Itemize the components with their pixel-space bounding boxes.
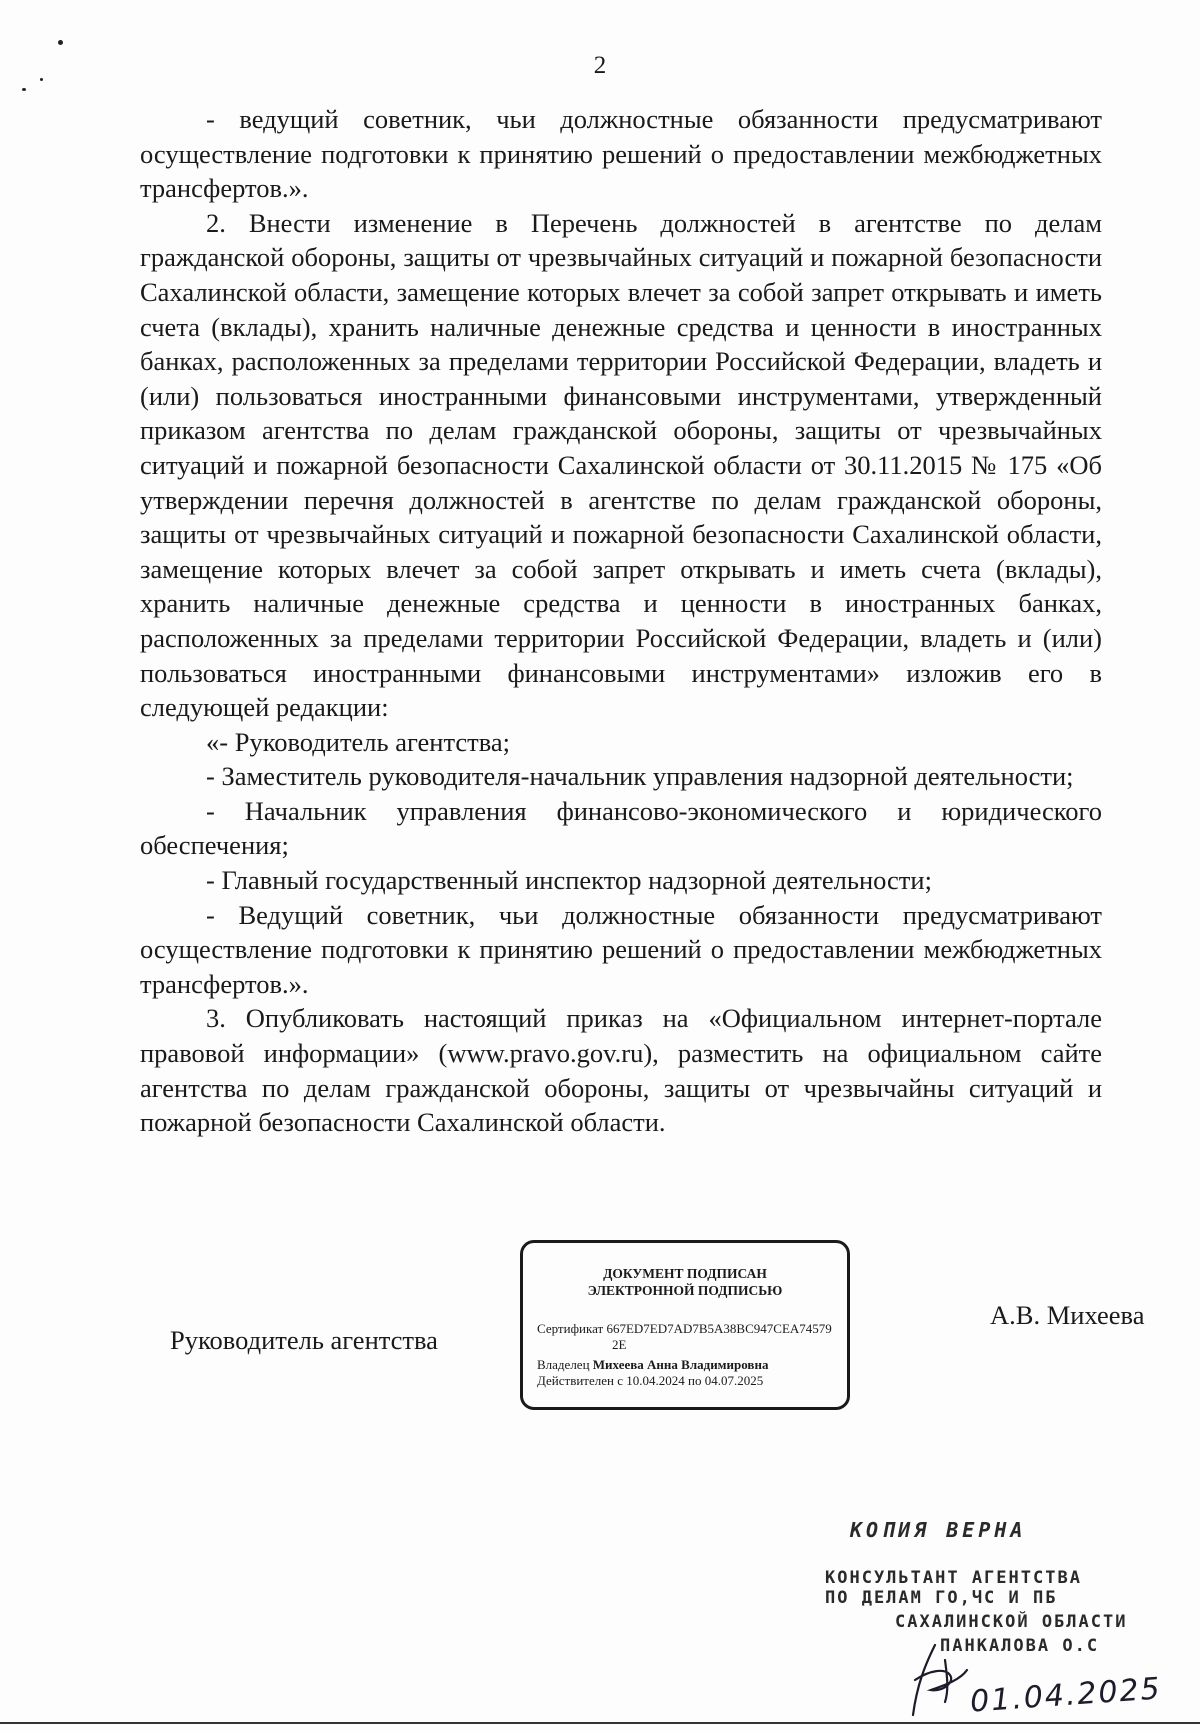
list-item-chief-inspector: - Главный государственный инспектор надзорной деятельности; bbox=[206, 865, 932, 896]
list-item-head: «- Руководитель агентства; bbox=[206, 726, 510, 757]
list-item-lead-advisor: - Ведущий советник, чьи должностные обязанности предусматривают осуществление подготовки к принятию решений о предоставлении межбюджетных трансфертов.». bbox=[140, 899, 1102, 999]
copy-line-1: КОНСУЛЬТАНТ АГЕНТСТВА bbox=[825, 1568, 1082, 1588]
list-item-deputy: - Заместитель руководителя-начальник управления надзорной деятельности; bbox=[206, 761, 1074, 792]
paragraph-3: 3. Опубликовать настоящий приказ на «Официальном интернет-портале правовой информации» (www.pravo.gov.ru), разместить на официальном сайте агентства по делам гражданской обороны, защиты от чрезвычайны ситуаций и пожарной безопасности Сахалинской области. bbox=[140, 1003, 1102, 1138]
stamp-certificate-label: Сертификат bbox=[537, 1321, 604, 1336]
stamp-owner-label: Владелец bbox=[537, 1357, 590, 1372]
copy-line-2: ПО ДЕЛАМ ГО,ЧС И ПБ bbox=[825, 1588, 1058, 1608]
stamp-title-line1: ДОКУМЕНТ ПОДПИСАН bbox=[603, 1266, 767, 1281]
paragraph-1: - ведущий советник, чьи должностные обязанности предусматривают осуществление подготовки к принятию решений о предоставлении межбюджетных трансфертов.». bbox=[140, 104, 1102, 204]
copy-line-3: САХАЛИНСКОЙ ОБЛАСТИ bbox=[895, 1612, 1128, 1632]
stamp-certificate-tail: 2E bbox=[612, 1337, 627, 1352]
stamp-owner bbox=[537, 1357, 833, 1373]
stamp-owner-value: Михеева Анна Владимировна bbox=[592, 1357, 769, 1372]
document-body bbox=[140, 102, 1102, 1140]
signatory-position: Руководитель агентства bbox=[170, 1325, 438, 1355]
scan-speck bbox=[22, 88, 26, 91]
signature-block bbox=[0, 1240, 1200, 1420]
stamp-title-line2: ЭЛЕКТРОННОЙ ПОДПИСЬЮ bbox=[587, 1283, 783, 1298]
handwritten-signature-icon bbox=[905, 1640, 975, 1720]
page-number: 2 bbox=[593, 52, 607, 79]
scan-speck bbox=[58, 40, 63, 45]
stamp-certificate-value: 667ED7ED7AD7B5A38BC947CEA74579 bbox=[606, 1321, 832, 1336]
copy-line-4: ПАНКАЛОВА О.С bbox=[940, 1636, 1100, 1656]
signatory-name: А.В. Михеева bbox=[990, 1300, 1145, 1330]
electronic-signature-stamp bbox=[520, 1240, 850, 1410]
scan-bottom-edge bbox=[0, 1722, 1200, 1724]
copy-title: КОПИЯ ВЕРНА bbox=[850, 1518, 1027, 1542]
stamp-certificate bbox=[537, 1321, 833, 1337]
paragraph-2: 2. Внести изменение в Перечень должностей в агентстве по делам гражданской обороны, защиты от чрезвычайных ситуаций и пожарной безопасности Сахалинской области, замещение которых влечет за собой запрет открывать и иметь счета (вклады), хранить наличные денежные средства и ценности в иностранных банках, расположенных за пределами территории Российской Федерации, владеть и (или) пользоваться иностранными финансовыми инструментами, утвержденный приказом агентства по делам гражданской обороны, защиты от чрезвычайных ситуаций и пожарной безопасности Сахалинской области от 30.11.2015 № 175 «Об утверждении перечня должностей в агентстве по делам гражданской обороны, защиты от чрезвычайных ситуаций и пожарной безопасности Сахалинской области, замещение которых влечет за собой запрет открывать и иметь счета (вклады), хранить наличные денежные средства и ценности в иностранных банках, расположенных за пределами территории Российской Федерации, владеть и (или) пользоваться иностранными финансовыми инструментами» изложив его в следующей редакции: bbox=[140, 207, 1102, 723]
copy-date: 01.04.2025 bbox=[969, 1671, 1163, 1720]
stamp-validity: Действителен с 10.04.2024 по 04.07.2025 bbox=[537, 1373, 764, 1388]
list-item-finance-head: - Начальник управления финансово-экономического и юридического обеспечения; bbox=[140, 795, 1102, 861]
copy-certification-stamp bbox=[820, 1518, 1163, 1720]
